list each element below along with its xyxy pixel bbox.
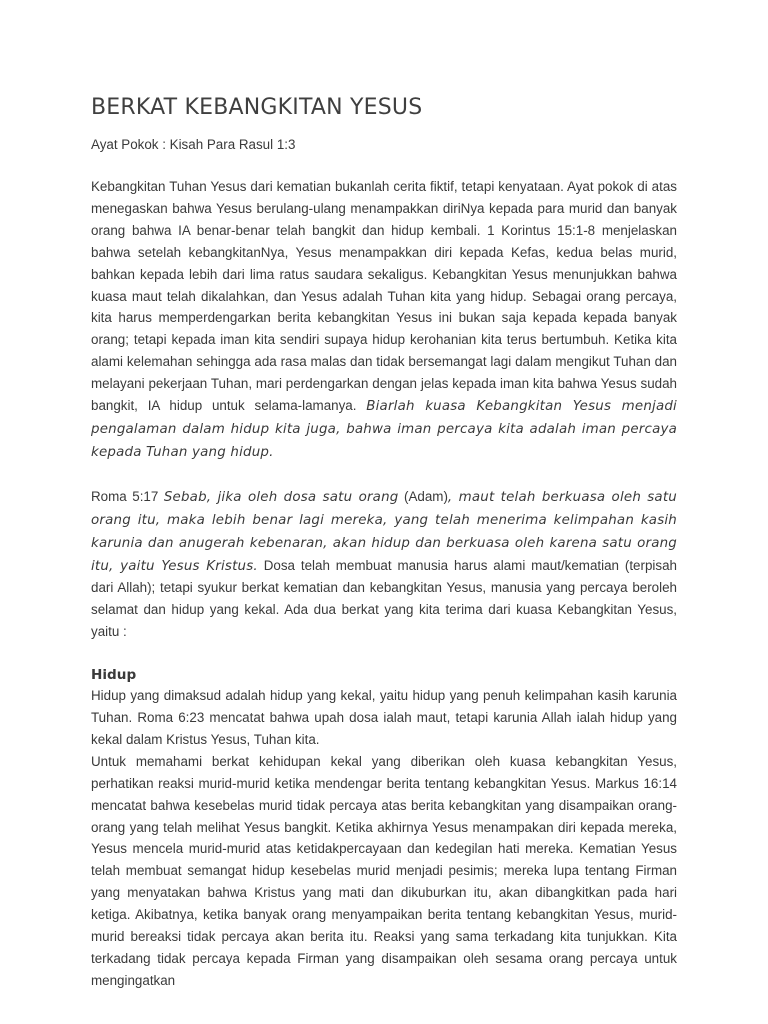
roma-quote-part-b: , maut telah berkuasa oleh satu orang itu, maka lebih benar lagi mereka, yang telah menerima kelimpahan kasih karunia dan anugerah kebenaran, akan hidup dan berkuasa oleh karena satu orang itu, yaitu Yesus Kristus. bbox=[91, 489, 677, 574]
roma-reference: Roma 5:17 bbox=[91, 488, 159, 504]
paragraph-intro-text: Kebangkitan Tuhan Yesus dari kematian bukanlah cerita fiktif, tetapi kenyataan. Ayat pokok di atas menegaskan bahwa Yesus berulang-ulang menampakkan diriNya kepada para murid dan banyak orang bahwa IA benar-benar telah bangkit dan hidup kembali. 1 Korintus 15:1-8 menjelaskan bahwa setelah kebangkitanNya, Yesus menampakkan diri kepada Kefas, kedua belas murid, bahkan kepada lebih dari lima ratus saudara sekaligus. Kebangkitan Yesus menunjukkan bahwa kuasa maut telah dikalahkan, dan Yesus adalah Tuhan kita yang hidup. Sebagai orang percaya, kita harus memperdengarkan berita kebangkitan Yesus ini bukan saja kepada kepada banyak orang; tetapi kepada iman kita sendiri supaya hidup kerohanian kita terus bertumbuh. Ketika kita alami kelemahan sehingga ada rasa malas dan tidak bersemangat lagi dalam mengikut Tuhan dan melayani pekerjaan Tuhan, mari perdengarkan dengan jelas kepada iman kita bahwa Yesus sudah bangkit, IA hidup untuk selama-lamanya. bbox=[91, 179, 677, 414]
key-verse: Ayat Pokok : Kisah Para Rasul 1:3 bbox=[91, 137, 296, 152]
paragraph-roma bbox=[91, 486, 677, 643]
paragraph-intro-italic: Biarlah kuasa Kebangkitan Yesus menjadi pengalaman dalam hidup kita juga, bahwa iman percaya kita adalah iman percaya kepada Tuhan yang hidup. bbox=[91, 399, 677, 460]
section-heading-hidup: Hidup bbox=[91, 667, 137, 684]
roma-quote-part-a: Sebab, jika oleh dosa satu orang bbox=[163, 489, 399, 505]
document-title: BERKAT KEBANGKITAN YESUS bbox=[91, 95, 423, 120]
paragraph-hidup: Hidup yang dimaksud adalah hidup yang kekal, yaitu hidup yang penuh kelimpahan kasih karunia Tuhan. Roma 6:23 mencatat bahwa upah dosa ialah maut, tetapi karunia Allah ialah hidup yang kekal dalam Kristus Yesus, Tuhan kita. bbox=[91, 688, 677, 747]
document-page bbox=[91, 92, 677, 992]
roma-adam-note: (Adam) bbox=[404, 488, 448, 504]
paragraph-understanding: Untuk memahami berkat kehidupan kekal yang diberikan oleh kuasa kebangkitan Yesus, perhatikan reaksi murid-murid ketika mendengar berita tentang kebangkitan Yesus. Markus 16:14 mencatat bahwa kesebelas murid tidak percaya atas berita kebangkitan yang disampaikan orang-orang yang telah melihat Yesus bangkit. Ketika akhirnya Yesus menampakan diri kepada mereka, Yesus mencela murid-murid atas ketidakpercayaan dan kedegilan hati mereka. Kematian Yesus telah membuat semangat hidup kesebelas murid menjadi pesimis; mereka lupa tentang Firman yang menyatakan bahwa Kristus yang mati dan dikuburkan itu, akan dibangkitkan pada hari ketiga. Akibatnya, ketika banyak orang menyampaikan berita tentang kebangkitan Yesus, murid-murid bereaksi tidak percaya akan berita itu. Reaksi yang sama terkadang kita tunjukkan. Kita terkadang tidak percaya kepada Firman yang disampaikan oleh sesama orang percaya untuk mengingatkan bbox=[91, 753, 677, 988]
paragraph-intro bbox=[91, 176, 677, 464]
roma-explanation: Dosa telah membuat manusia harus alami maut/kematian (terpisah dari Allah); tetapi syukur berkat kematian dan kebangkitan Yesus, manusia yang percaya beroleh selamat dan hidup yang kekal. Ada dua berkat yang kita terima dari kuasa Kebangkitan Yesus, yaitu : bbox=[91, 557, 677, 640]
